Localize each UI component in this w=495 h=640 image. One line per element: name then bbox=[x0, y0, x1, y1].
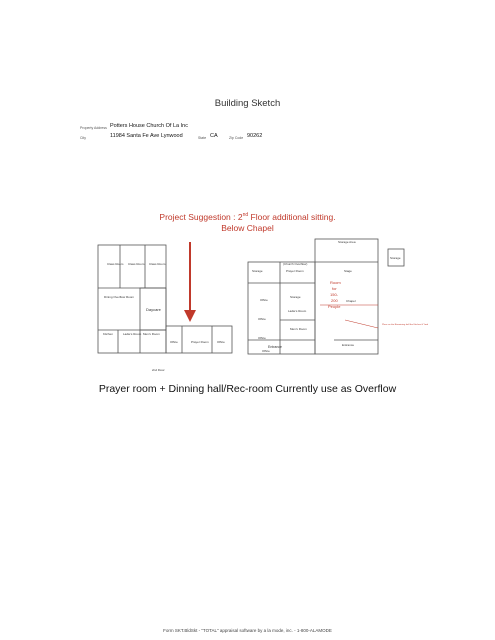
room-label: Entrance bbox=[342, 343, 355, 347]
capacity-line: People bbox=[328, 304, 341, 309]
state-value: CA bbox=[210, 133, 218, 139]
zip-label: Zip Code bbox=[229, 136, 244, 140]
left-plan-labels bbox=[103, 262, 225, 372]
room-label: Class Room bbox=[107, 262, 124, 266]
room-label: Office bbox=[258, 336, 266, 340]
page-title: Building Sketch bbox=[214, 98, 281, 109]
property-address-value: Potters House Church Of La Inc bbox=[110, 123, 188, 129]
room-label: Men's Room bbox=[290, 327, 307, 331]
room-label: Office bbox=[217, 340, 225, 344]
capacity-line: Room bbox=[330, 280, 341, 285]
room-label: (Church Overflow) bbox=[283, 262, 308, 266]
room-label: Storage bbox=[252, 269, 263, 273]
room-label: Storage Area bbox=[338, 240, 356, 244]
room-label: Office bbox=[258, 317, 266, 321]
room-label: Entrance bbox=[268, 345, 283, 349]
city-label: City bbox=[80, 136, 87, 140]
room-label: Office bbox=[170, 340, 178, 344]
capacity-line: 150- bbox=[330, 292, 339, 297]
suggestion-arrow bbox=[184, 242, 196, 322]
room-label: Chapel bbox=[346, 299, 356, 303]
room-label: Stage bbox=[344, 269, 352, 273]
right-plan-labels bbox=[252, 240, 401, 353]
floor-label: 2nd Floor bbox=[152, 368, 165, 372]
red-note-line bbox=[345, 320, 378, 328]
room-label: Ladie's Room bbox=[288, 309, 307, 313]
room-label: Daycare bbox=[146, 307, 161, 312]
suggestion-line-1: Project Suggestion : 2nd Floor additional sitting. bbox=[159, 211, 336, 222]
room-label: Class Room bbox=[149, 262, 166, 266]
storage-box-label: Storage bbox=[390, 256, 401, 260]
capacity-note bbox=[328, 280, 341, 309]
capacity-line: 200 bbox=[331, 298, 338, 303]
room-label: Prayer Room bbox=[286, 269, 304, 273]
room-label: Dining Overflow Room bbox=[104, 295, 135, 299]
room-label: Men's Room bbox=[143, 332, 160, 336]
overflow-caption: Prayer room + Dinning hall/Rec-room Currently use as Overflow bbox=[98, 383, 397, 395]
state-label: State bbox=[198, 136, 207, 140]
suggestion-line-2: Below Chapel bbox=[221, 222, 274, 233]
property-address-label: Property Address bbox=[80, 126, 107, 130]
form-footer: Form SKT.BldSkt - "TOTAL" appraisal software by a la mode, inc. - 1-800-ALAMODE bbox=[163, 628, 332, 633]
right-floor-plan bbox=[248, 239, 404, 354]
room-label: Ladie's Room bbox=[123, 332, 142, 336]
room-label: Prayer Room bbox=[191, 340, 209, 344]
room-label: Office bbox=[260, 298, 268, 302]
capacity-line: for bbox=[332, 286, 337, 291]
room-label: Office bbox=[262, 349, 270, 353]
room-label: Class Room bbox=[128, 262, 145, 266]
plans-note: Plans on the Remaining half the Kitchen & Yard bbox=[382, 324, 429, 326]
zip-value: 90262 bbox=[247, 133, 263, 139]
room-label: Kitchen bbox=[103, 332, 114, 336]
city-value: 11984 Santa Fe Ave Lynwood bbox=[110, 133, 183, 139]
room-label: Storage bbox=[290, 295, 301, 299]
